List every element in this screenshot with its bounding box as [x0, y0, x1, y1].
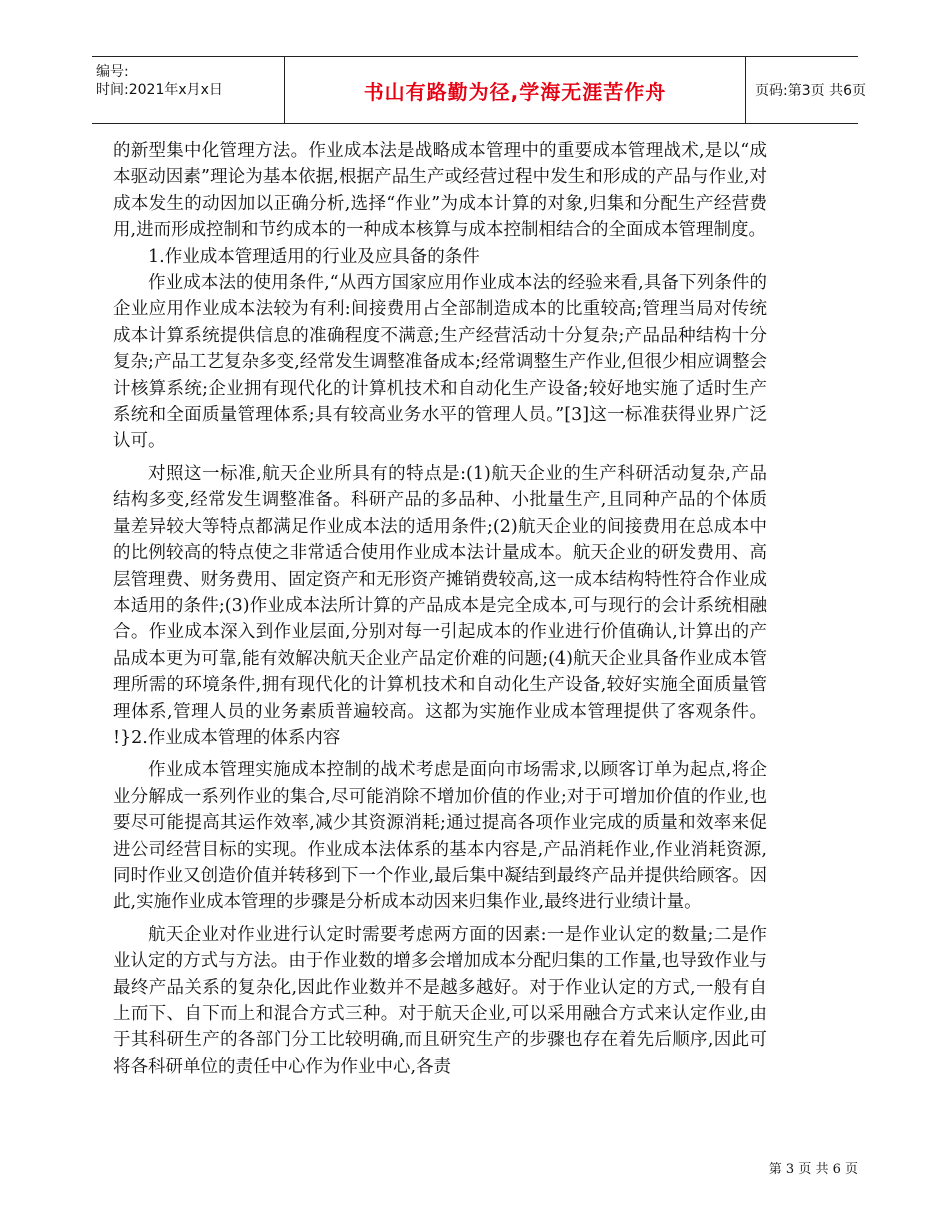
- paragraph: 航天企业对作业进行认定时需要考虑两方面的因素:一是作业认定的数量;二是作业认定的方式与方法。由于作业数的增多会增加成本分配归集的工作量,也导致作业与最终产品关系的复杂化,因此作业数并不是越多越好。对于作业认定的方式,一般有自上而下、自下而上和混合方式三种。对于航天企业,可以采用融合方式来认定作业,由于其科研生产的各部门分工比较明确,而且研究生产的步骤也存在着先后顺序,因此可将各科研单位的责任中心作为作业中心,各责: [113, 924, 767, 1077]
- document-body: [113, 138, 767, 1080]
- paragraph: 作业成本管理实施成本控制的战术考虑是面向市场需求,以顾客订单为起点,将企业分解成一系列作业的集合,尽可能消除不增加价值的作业;对于可增加价值的作业,也要尽可能提高其运作效率,减少其资源消耗;通过提高各项作业完成的质量和效率来促进公司经营目标的实现。作业成本法体系的基本内容是,产品消耗作业,作业消耗资源,同时作业又创造价值并转移到下一个作业,最后集中凝结到最终产品并提供给顾客。因此,实施作业成本管理的步骤是分析成本动因来归集作业,最终进行业绩计量。: [113, 760, 767, 913]
- page-footer: 第 3 页 共 6 页: [768, 1162, 858, 1177]
- section-heading: 1.作业成本管理适用的行业及应具备的条件: [148, 246, 480, 267]
- page-header: [92, 56, 866, 124]
- paragraph: 的新型集中化管理方法。作业成本法是战略成本管理中的重要成本管理战术,是以“成本驱动因素”理论为基本依据,根据产品生产或经营过程中发生和形成的产品与作业,对成本发生的动因加以正确分析,选择“作业”为成本计算的对象,归集和分配生产经营费用,进而形成控制和节约成本的一种成本核算与成本控制相结合的全面成本管理制度。: [113, 141, 767, 241]
- doc-number-label: 编号:: [96, 64, 129, 80]
- header-meta: [92, 57, 284, 123]
- paragraph: 对照这一标准,航天企业所具有的特点是:(1)航天企业的生产科研活动复杂,产品结构多变,经常发生调整准备。科研产品的多品种、小批量生产,且同种产品的个体质量差异较大等特点都满足作业成本法的适用条件;(2)航天企业的间接费用在总成本中的比例较高的特点使之非常适合使用作业成本法计量成本。航天企业的研发费用、高层管理费、财务费用、固定资产和无形资产摊销费较高,这一成本结构特性符合作业成本适用的条件;(3)作业成本法所计算的产品成本是完全成本,可与现行的会计系统相融合。作业成本深入到作业层面,分别对每一引起成本的作业进行价值确认,计算出的产品成本更为可靠,能有效解决航天企业产品定价难的问题;(4)航天企业具备作业成本管理所需的环境条件,拥有现代化的计算机技术和自动化生产设备,较好实施全面质量管理体系,管理人员的业务素质普遍较高。这都为实施作业成本管理提供了客观条件。 !}2.作业成本管理的体系内容: [113, 463, 767, 748]
- header-motto: 书山有路勤为径,学海无涯苦作舟: [363, 79, 667, 104]
- header-motto-cell: [284, 57, 746, 123]
- paragraph: 作业成本法的使用条件,“从西方国家应用作业成本法的经验来看,具备下列条件的企业应用作业成本法较为有利:间接费用占全部制造成本的比重较高;管理当局对传统成本计算系统提供信息的准确程度不满意;生产经营活动十分复杂;产品品种结构十分复杂;产品工艺复杂多变,经常发生调整准备成本;经常调整生产作业,但很少相应调整会计核算系统;企业拥有现代化的计算机技术和自动化生产设备;较好地实施了适时生产系统和全面质量管理体系;具有较高业务水平的管理人员。”[3]这一标准获得业界广泛认可。: [113, 273, 767, 452]
- doc-time-label: 时间:2021年x月x日: [96, 82, 223, 98]
- header-page-label: 页码:第3页 共6页: [755, 83, 866, 99]
